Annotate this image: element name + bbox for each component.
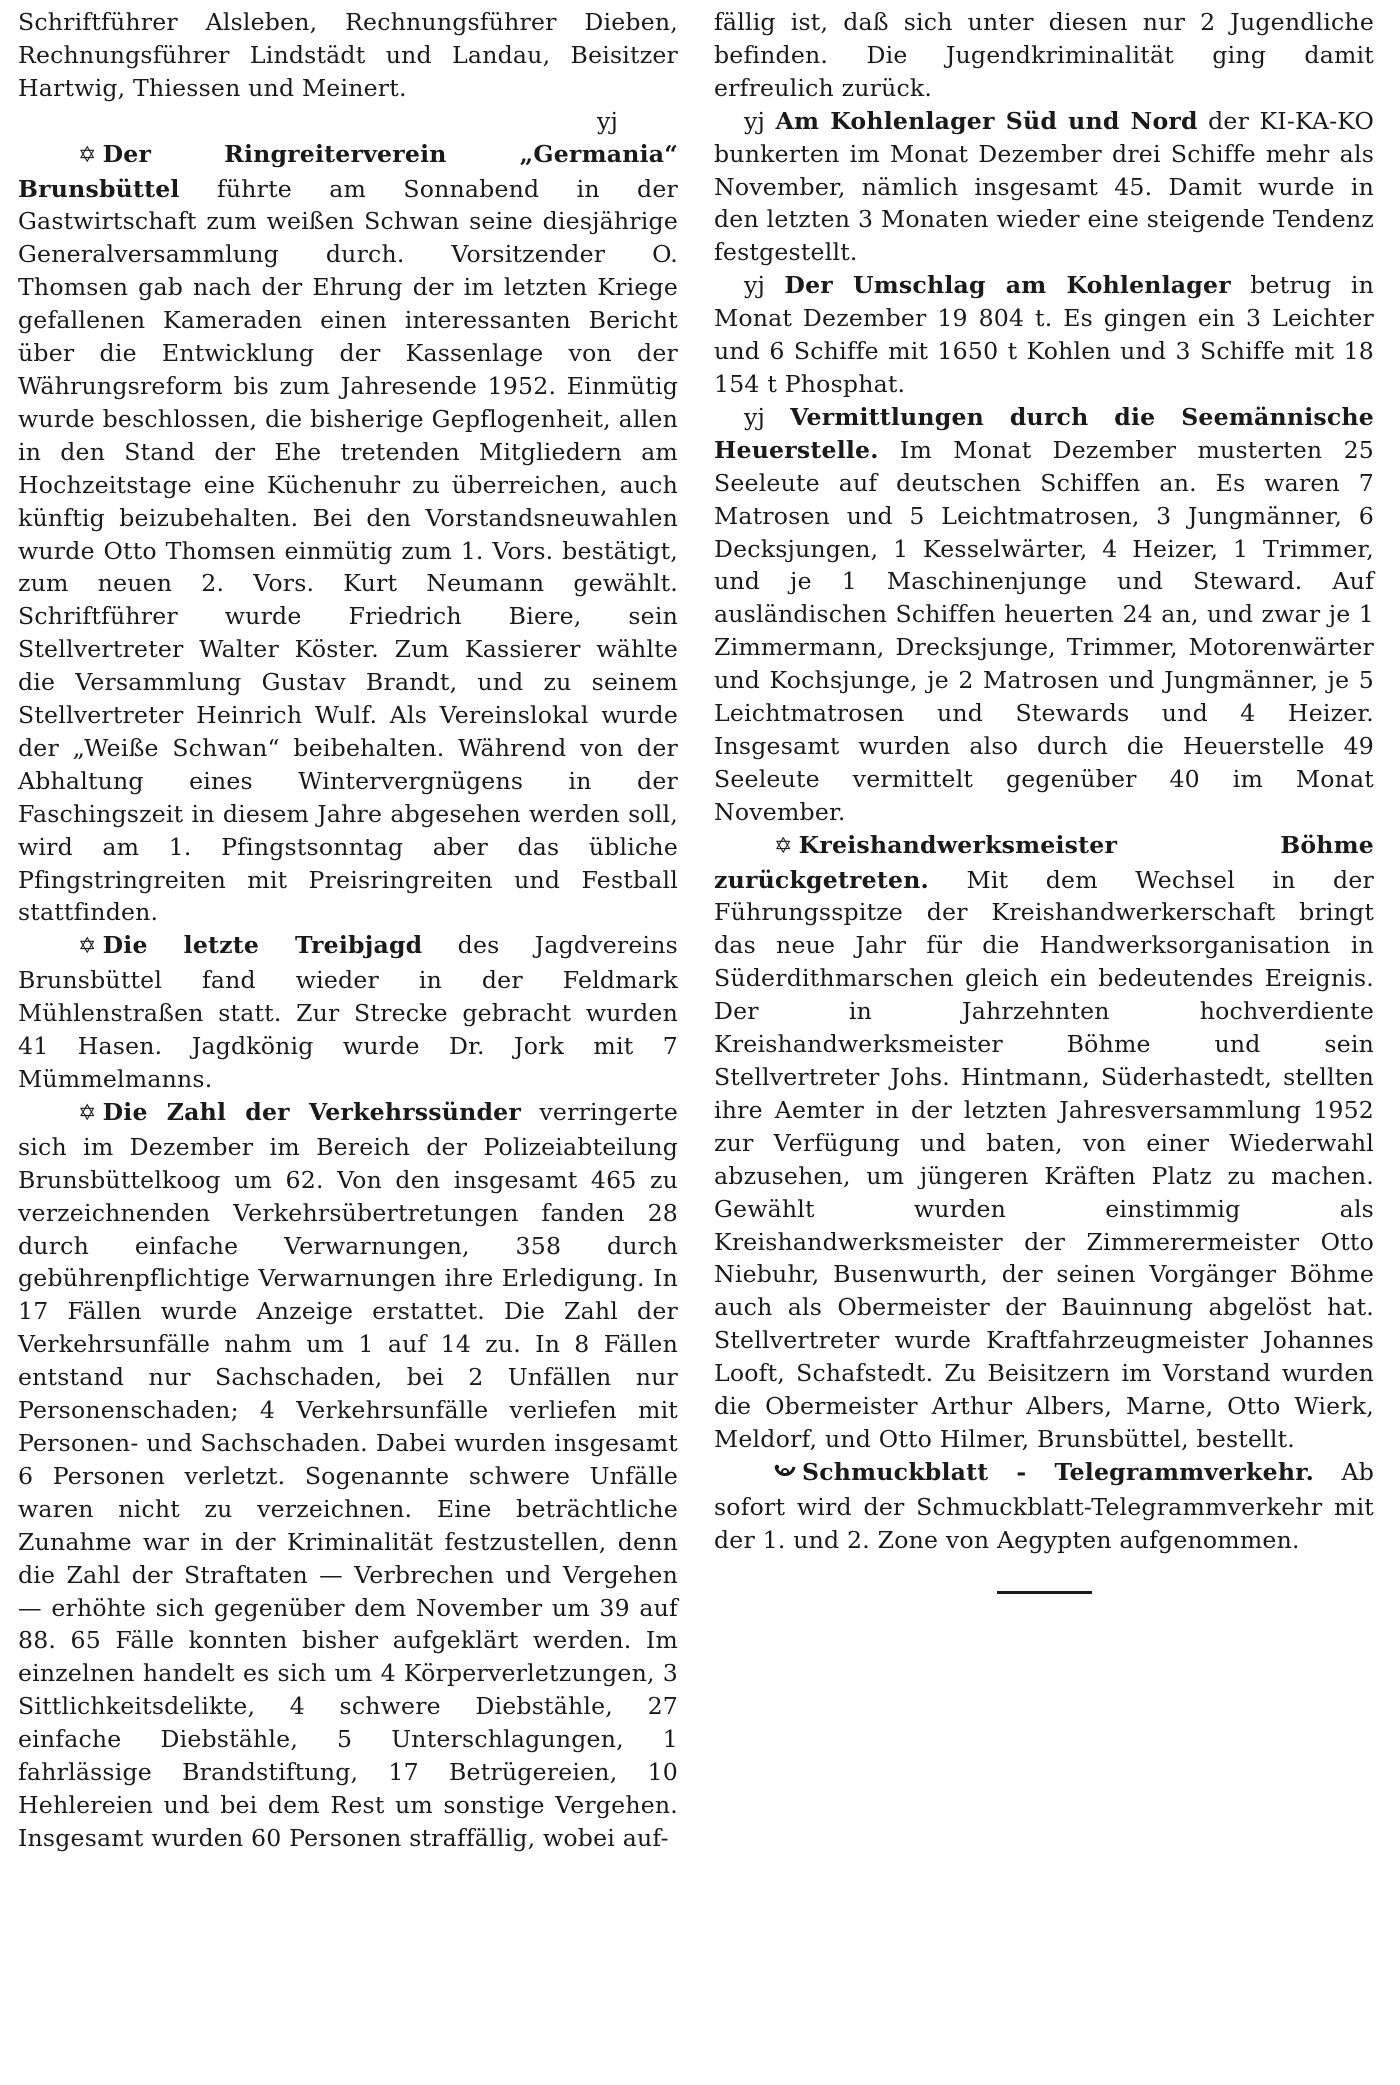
article-headline: Kreishandwerksmeister Böhme zurückgetreten. <box>714 830 1374 894</box>
author-sign: yj <box>744 271 766 300</box>
star-icon: ✡ <box>78 1100 97 1126</box>
article-text: der KI-KA-KO bunkerten im Monat Dezember drei Schiffe mehr als November, nämlich insgesamt 45. Damit wurde in den letzten 3 Monaten wieder eine steigende Tendenz festgestellt. <box>714 106 1375 267</box>
article-text: führte am Sonnabend in der Gastwirtschaft zum weißen Schwan seine diesjährige Generalversammlung durch. Vorsitzender O. Thomsen gab nach der Ehrung der im letzten Kriege gefallenen Kameraden einen interessanten Bericht über die Entwicklung der Kassenlage von der Währungsreform bis zum Jahresende 1952. Einmütig wurde beschlossen, die bisherige Gepflogenheit, allen in den Stand der Ehe tretenden Mitgliedern am Hochzeitstage eine Küchenuhr zu überreichen, auch künftig beizubehalten. Bei den Vorstandsneuwahlen wurde Otto Thomsen einmütig zum 1. Vors. bestätigt, zum neuen 2. Vors. Kurt Neumann gewählt. Schriftführer wurde Friedrich Biere, sein Stellvertreter Walter Köster. Zum Kassierer wählte die Versammlung Gustav Brandt, und zu seinem Stellvertreter Heinrich Wulf. Als Vereinslokal wurde der „Weiße Schwan“ beibehalten. Während von der Abhaltung eines Wintervergnügens in der Faschingszeit in diesem Jahre abgesehen werden soll, wird am 1. Pfingstsonntag aber das übliche Pfingstringreiten mit Preisringreiten und Festball stattfinden. <box>18 174 678 927</box>
article-headline: Vermittlungen durch die Seemännische Heuerstelle. <box>714 402 1374 464</box>
article-headline: Schmuckblatt - Telegrammverkehr. <box>802 1457 1315 1486</box>
posthorn-icon <box>744 1458 796 1491</box>
article-kreishandwerksmeister <box>714 829 1374 1456</box>
author-sign: yj <box>744 106 766 135</box>
article-heuerstelle <box>714 401 1374 829</box>
article-text: Im Monat Dezember musterten 25 Seeleute auf deutschen Schiffen an. Es waren 7 Matrosen und 5 Leichtmatrosen, 3 Jungmänner, 6 Decksjungen, 1 Kesselwärter, 4 Heizer, 1 Trimmer, und je 1 Maschinenjunge und Steward. Auf ausländischen Schiffen heuerten 24 an, und zwar je 1 Zimmermann, Drecksjunge, Trimmer, Motorenwärter und Kochsjunge, je 2 Matrosen und Jungmänner, je 5 Leichtmatrosen und Stewards und 4 Heizer. Insgesamt wurden also durch die Heuerstelle 49 Seeleute vermittelt gegenüber 40 im Monat November. <box>714 435 1374 826</box>
posthorn-icon-shape <box>774 1464 796 1480</box>
article-text: Mit dem Wechsel in der Führungsspitze der Kreishandwerkerschaft bringt das neue Jahr für die Handwerksorganisation in Süderdithmarschen gleich ein bedeutendes Ereignis. Der in Jahrzehnten hochverdiente Kreishandwerksmeister Böhme und sein Stellvertreter Johs. Hintmann, Süderhastedt, stellten ihre Aemter in der letzten Jahresversammlung 1952 zur Verfügung und baten, von einer Wiederwahl abzusehen, um jüngeren Kräften Platz zu machen. Gewählt wurden einstimmig als Kreishandwerksmeister der Zimmerermeister Otto Niebuhr, Busenwurth, der seinen Vorgänger Böhme auch als Obermeister der Bauinnung abgelöst hat. Stellvertreter wurde Kraftfahrzeugmeister Johannes Looft, Schafstedt. Zu Beisitzern im Vorstand wurden die Obermeister Arthur Albers, Marne, Otto Wierk, Meldorf, und Otto Hilmer, Brunsbüttel, bestellt. <box>714 865 1374 1453</box>
article-text: verringerte sich im Dezember im Bereich der Polizeiabteilung Brunsbüttelkoog um 62. Von den insgesamt 465 zu verzeichnenden Verkehrsübertretungen fanden 28 durch einfache Verwarnungen, 358 durch gebührenpflichtige Verwarnungen ihre Erledigung. In 17 Fällen wurde Anzeige erstattet. Die Zahl der Verkehrsunfälle nahm um 1 auf 14 zu. In 8 Fällen entstand nur Sachschaden, bei 2 Unfällen nur Personenschaden; 4 Verkehrsunfälle verliefen mit Personen- und Sachschaden. Dabei wurden insgesamt 6 Personen verletzt. Sogenannte schwere Unfälle waren nicht zu verzeichnen. Eine beträchtliche Zunahme war in der Kriminalität festzustellen, denn die Zahl der Straftaten — Verbrechen und Vergehen — erhöhte sich gegenüber dem November um 39 auf 88. 65 Fälle konnten bisher aufgeklärt werden. Im einzelnen handelt es sich um 4 Körperverletzungen, 3 Sittlichkeitsdelikte, 4 schwere Diebstähle, 27 einfache Diebstähle, 5 Unterschlagungen, 1 fahrlässige Brandstiftung, 17 Betrügereien, 10 Hehlereien und bei dem Rest um sonstige Vergehen. Insgesamt wurden 60 Personen straffällig, wobei auf- <box>18 1097 678 1852</box>
article-telegrammverkehr <box>714 1456 1374 1557</box>
author-sign: yj <box>744 402 766 431</box>
star-icon: ✡ <box>774 833 793 859</box>
article-treibjagd <box>18 929 678 1096</box>
author-sign: yj <box>596 106 618 135</box>
article-verkehrssuender <box>18 1096 678 1855</box>
article-headline: Die Zahl der Verkehrssünder <box>102 1097 522 1126</box>
article-umschlag <box>714 269 1374 401</box>
left-column <box>18 6 678 1855</box>
article-board-members <box>18 6 678 138</box>
end-rule-divider <box>997 1591 1092 1594</box>
article-kohlenlager <box>714 105 1374 270</box>
article-headline: Am Kohlenlager Süd und Nord <box>775 106 1198 135</box>
article-text: des Jagdvereins Brunsbüttel fand wieder in der Feldmark Mühlenstraßen statt. Zur Strecke gebracht wurden 41 Hasen. Jagdkönig wurde Dr. Jork mit 7 Mümmelmanns. <box>18 931 678 1093</box>
article-headline: Der Ringreiterverein „Germania“ Brunsbüttel <box>18 139 678 203</box>
article-headline: Die letzte Treibjagd <box>102 931 423 960</box>
right-column <box>714 6 1374 1594</box>
star-icon: ✡ <box>78 142 97 168</box>
article-headline: Der Umschlag am Kohlenlager <box>784 271 1231 300</box>
star-icon: ✡ <box>78 934 97 960</box>
article-text: Schriftführer Alsleben, Rechnungsführer Dieben, Rechnungsführer Lindstädt und Landau, Beisitzer Hartwig, Thiessen und Meinert. <box>18 8 678 102</box>
article-continuation <box>714 6 1374 105</box>
article-text: Ab sofort wird der Schmuckblatt-Telegrammverkehr mit der 1. und 2. Zone von Aegypten aufgenommen. <box>714 1457 1374 1554</box>
article-text: fällig ist, daß sich unter diesen nur 2 Jugendliche befinden. Die Jugendkriminalität ging damit erfreulich zurück. <box>714 8 1374 102</box>
article-ringreiterverein <box>18 138 678 930</box>
article-text: betrug in Monat Dezember 19 804 t. Es gingen ein 3 Leichter und 6 Schiffe mit 1650 t Kohlen und 3 Schiffe mit 18 154 t Phosphat. <box>714 271 1375 398</box>
